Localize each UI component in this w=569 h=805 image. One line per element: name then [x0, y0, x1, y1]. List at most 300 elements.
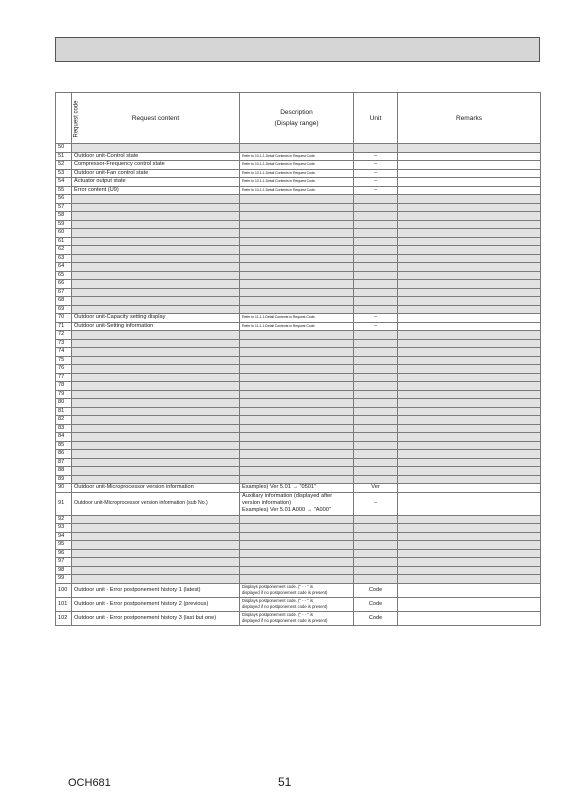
row-content: Outdoor unit - Error postponement history 3 (last but one): [72, 611, 240, 625]
table-row: [56, 450, 541, 459]
row-unit: [354, 356, 398, 365]
table-row: [56, 433, 541, 442]
row-content: [72, 212, 240, 221]
row-content: [72, 288, 240, 297]
row-content: Outdoor unit - Error postponement history 2 (previous): [72, 597, 240, 611]
row-unit: [354, 475, 398, 484]
table-header-row: [56, 93, 541, 144]
row-content: [72, 373, 240, 382]
row-description: [240, 458, 354, 467]
row-unit: –: [354, 152, 398, 161]
table-row: [56, 297, 541, 306]
row-code: 72: [56, 331, 72, 340]
row-code: 76: [56, 365, 72, 374]
row-description: [240, 195, 354, 204]
row-content: [72, 524, 240, 533]
row-content: [72, 254, 240, 263]
row-remarks: [398, 203, 541, 212]
table-row: [56, 365, 541, 374]
row-code: 74: [56, 348, 72, 357]
row-unit: [354, 246, 398, 255]
row-content: [72, 237, 240, 246]
row-unit: [354, 203, 398, 212]
row-description: [240, 237, 354, 246]
header-description: Description (Display range): [240, 93, 354, 144]
row-content: [72, 220, 240, 229]
row-description: [240, 246, 354, 255]
row-code: 102: [56, 611, 72, 625]
row-remarks: [398, 339, 541, 348]
row-code: 93: [56, 524, 72, 533]
row-remarks: [398, 373, 541, 382]
row-remarks: [398, 322, 541, 331]
row-description: [240, 407, 354, 416]
row-unit: [354, 297, 398, 306]
row-description: [240, 399, 354, 408]
row-content: [72, 390, 240, 399]
row-description: [240, 254, 354, 263]
row-remarks: [398, 288, 541, 297]
row-remarks: [398, 220, 541, 229]
row-content: [72, 246, 240, 255]
row-content: [72, 532, 240, 541]
row-remarks: [398, 399, 541, 408]
row-remarks: [398, 254, 541, 263]
row-code: 63: [56, 254, 72, 263]
row-description: Auxiliary information (displayed after version information) Examples) Ver 5.01 A000 → "A000": [240, 492, 354, 515]
row-code: 90: [56, 484, 72, 493]
row-unit: [354, 399, 398, 408]
row-description: [240, 263, 354, 272]
row-content: [72, 297, 240, 306]
table-row: [56, 515, 541, 524]
row-code: 99: [56, 575, 72, 584]
row-remarks: [398, 331, 541, 340]
row-remarks: [398, 229, 541, 238]
row-unit: –: [354, 186, 398, 195]
row-unit: –: [354, 161, 398, 170]
row-code: 68: [56, 297, 72, 306]
row-code: 83: [56, 424, 72, 433]
row-remarks: [398, 549, 541, 558]
row-content: [72, 515, 240, 524]
row-code: 65: [56, 271, 72, 280]
row-code: 61: [56, 237, 72, 246]
row-content: Outdoor unit-Control state: [72, 152, 240, 161]
table-row: [56, 314, 541, 323]
row-description: [240, 271, 354, 280]
row-remarks: [398, 433, 541, 442]
row-content: Actuator output state: [72, 178, 240, 187]
model-number: OCH681: [68, 777, 111, 789]
row-remarks: [398, 365, 541, 374]
row-content: [72, 263, 240, 272]
row-description: [240, 566, 354, 575]
row-remarks: [398, 475, 541, 484]
row-remarks: [398, 178, 541, 187]
row-remarks: [398, 484, 541, 493]
table-row: [56, 195, 541, 204]
table-row: [56, 203, 541, 212]
row-remarks: [398, 212, 541, 221]
table-row: [56, 152, 541, 161]
row-code: 55: [56, 186, 72, 195]
table-row: [56, 322, 541, 331]
row-code: 87: [56, 458, 72, 467]
table-row: [56, 532, 541, 541]
row-description: Refer to 10-1-1.Detail Contents in Request Code.: [240, 161, 354, 170]
row-remarks: [398, 566, 541, 575]
row-content: [72, 339, 240, 348]
table-row: [56, 229, 541, 238]
row-remarks: [398, 458, 541, 467]
row-unit: [354, 144, 398, 153]
row-unit: [354, 424, 398, 433]
row-description: Refer to 10-1-1.Detail Contents in Request Code.: [240, 169, 354, 178]
row-content: Outdoor unit-Microprocessor version information: [72, 484, 240, 493]
row-remarks: [398, 611, 541, 625]
header-unit: Unit: [354, 93, 398, 144]
row-code: 96: [56, 549, 72, 558]
header-request-code: Request code: [56, 93, 72, 144]
row-code: 70: [56, 314, 72, 323]
row-remarks: [398, 356, 541, 365]
row-remarks: [398, 515, 541, 524]
row-content: Outdoor unit-Microprocessor version information (sub No.): [72, 492, 240, 515]
row-content: Error content (U9): [72, 186, 240, 195]
table-row: [56, 597, 541, 611]
row-code: 66: [56, 280, 72, 289]
row-content: [72, 348, 240, 357]
row-remarks: [398, 390, 541, 399]
row-unit: [354, 416, 398, 425]
table-row: [56, 575, 541, 584]
row-unit: [354, 433, 398, 442]
row-description: [240, 229, 354, 238]
row-code: 62: [56, 246, 72, 255]
row-unit: [354, 339, 398, 348]
row-description: [240, 348, 354, 357]
row-description: [240, 541, 354, 550]
table-row: [56, 399, 541, 408]
row-description: [240, 365, 354, 374]
row-content: [72, 441, 240, 450]
table-row-90: [56, 484, 541, 493]
table-row: [56, 263, 541, 272]
table-row: [56, 169, 541, 178]
row-code: 86: [56, 450, 72, 459]
row-code: 101: [56, 597, 72, 611]
row-unit: [354, 390, 398, 399]
row-description: Displays postponement code. (" - - " is displayed if no postponement code is present): [240, 583, 354, 597]
table-row: [56, 144, 541, 153]
table-row: [56, 331, 541, 340]
row-content: Compressor-Frequency control state: [72, 161, 240, 170]
row-unit: [354, 229, 398, 238]
row-content: [72, 450, 240, 459]
row-remarks: [398, 467, 541, 476]
row-description: [240, 450, 354, 459]
row-description: Refer to 10-1-1.Detail Contents in Request Code.: [240, 152, 354, 161]
row-remarks: [398, 169, 541, 178]
header-band: [55, 37, 540, 62]
row-unit: [354, 373, 398, 382]
row-code: 100: [56, 583, 72, 597]
table-row: [56, 246, 541, 255]
table-row: [56, 280, 541, 289]
table-row: [56, 220, 541, 229]
row-remarks: [398, 583, 541, 597]
row-code: 58: [56, 212, 72, 221]
row-description: Displays postponement code. (" - - " is displayed if no postponement code is present): [240, 611, 354, 625]
row-remarks: [398, 280, 541, 289]
row-remarks: [398, 558, 541, 567]
row-content: [72, 305, 240, 314]
row-remarks: [398, 424, 541, 433]
row-unit: –: [354, 322, 398, 331]
table-row: [56, 339, 541, 348]
table-row: [56, 566, 541, 575]
request-code-table: [55, 92, 541, 626]
table-row: [56, 475, 541, 484]
row-content: [72, 229, 240, 238]
row-description: [240, 558, 354, 567]
table-row: [56, 288, 541, 297]
row-code: 82: [56, 416, 72, 425]
table-row: [56, 467, 541, 476]
row-code: 64: [56, 263, 72, 272]
row-content: [72, 195, 240, 204]
row-code: 94: [56, 532, 72, 541]
row-unit: Code: [354, 583, 398, 597]
table-body: [56, 144, 541, 516]
row-description: [240, 212, 354, 221]
row-unit: Ver: [354, 484, 398, 493]
row-description: [240, 203, 354, 212]
row-code: 91: [56, 492, 72, 515]
row-content: [72, 407, 240, 416]
row-description: Refer to 11-1-1.Detail Contents in Request Code.: [240, 322, 354, 331]
row-content: [72, 541, 240, 550]
row-remarks: [398, 597, 541, 611]
table-body-lower: [56, 515, 541, 583]
row-code: 56: [56, 195, 72, 204]
row-code: 52: [56, 161, 72, 170]
table-row: [56, 549, 541, 558]
row-code: 53: [56, 169, 72, 178]
row-code: 92: [56, 515, 72, 524]
row-unit: [354, 549, 398, 558]
table-row: [56, 583, 541, 597]
row-code: 59: [56, 220, 72, 229]
row-content: [72, 424, 240, 433]
row-content: [72, 549, 240, 558]
row-code: 97: [56, 558, 72, 567]
row-code: 79: [56, 390, 72, 399]
row-unit: [354, 237, 398, 246]
row-content: [72, 416, 240, 425]
row-remarks: [398, 297, 541, 306]
row-code: 80: [56, 399, 72, 408]
row-code: 54: [56, 178, 72, 187]
table-row: [56, 416, 541, 425]
table-body-history: [56, 583, 541, 625]
row-unit: [354, 271, 398, 280]
row-code: 84: [56, 433, 72, 442]
row-remarks: [398, 524, 541, 533]
row-code: 71: [56, 322, 72, 331]
row-remarks: [398, 416, 541, 425]
row-unit: [354, 558, 398, 567]
table-row: [56, 212, 541, 221]
header-request-content: Request content: [72, 93, 240, 144]
page-number: 51: [278, 775, 292, 789]
row-unit: [354, 305, 398, 314]
table-row: [56, 186, 541, 195]
row-code: 98: [56, 566, 72, 575]
row-description: [240, 433, 354, 442]
row-unit: [354, 220, 398, 229]
row-remarks: [398, 144, 541, 153]
row-unit: [354, 365, 398, 374]
row-description: Displays postponement code. (" - - " is displayed if no postponement code is present): [240, 597, 354, 611]
table-row: [56, 541, 541, 550]
row-description: [240, 382, 354, 391]
table-row: [56, 305, 541, 314]
row-description: [240, 297, 354, 306]
table-row: [56, 524, 541, 533]
row-unit: Code: [354, 597, 398, 611]
row-description: [240, 220, 354, 229]
row-remarks: [398, 195, 541, 204]
row-unit: [354, 407, 398, 416]
row-description: [240, 475, 354, 484]
row-content: [72, 575, 240, 584]
row-unit: [354, 195, 398, 204]
row-description: [240, 280, 354, 289]
row-description: Refer to 11-1-1.Detail Contents in Request Code.: [240, 314, 354, 323]
row-remarks: [398, 382, 541, 391]
row-description: [240, 339, 354, 348]
row-content: Outdoor unit - Error postponement history 1 (latest): [72, 583, 240, 597]
row-remarks: [398, 263, 541, 272]
row-unit: [354, 382, 398, 391]
row-unit: [354, 254, 398, 263]
table-row: [56, 373, 541, 382]
row-remarks: [398, 441, 541, 450]
row-remarks: [398, 541, 541, 550]
row-code: 78: [56, 382, 72, 391]
row-description: [240, 288, 354, 297]
table-row: [56, 178, 541, 187]
table-row: [56, 254, 541, 263]
row-code: 51: [56, 152, 72, 161]
table-row: [56, 558, 541, 567]
row-code: 73: [56, 339, 72, 348]
row-code: 89: [56, 475, 72, 484]
row-code: 95: [56, 541, 72, 550]
row-code: 67: [56, 288, 72, 297]
row-unit: [354, 575, 398, 584]
row-remarks: [398, 246, 541, 255]
row-description: [240, 416, 354, 425]
row-description: [240, 515, 354, 524]
row-content: [72, 144, 240, 153]
table-row: [56, 407, 541, 416]
row-description: Examples) Ver 5.01 → "0501": [240, 484, 354, 493]
row-unit: –: [354, 492, 398, 515]
row-unit: [354, 566, 398, 575]
row-content: Outdoor unit-Fan control state: [72, 169, 240, 178]
row-content: Outdoor unit-Setting information: [72, 322, 240, 331]
row-remarks: [398, 450, 541, 459]
row-code: 60: [56, 229, 72, 238]
row-description: [240, 467, 354, 476]
row-description: [240, 305, 354, 314]
table-row: [56, 356, 541, 365]
row-description: [240, 549, 354, 558]
row-unit: [354, 541, 398, 550]
row-unit: [354, 263, 398, 272]
row-content: [72, 399, 240, 408]
row-unit: [354, 212, 398, 221]
row-code: 77: [56, 373, 72, 382]
row-unit: [354, 331, 398, 340]
row-remarks: [398, 348, 541, 357]
table-row: [56, 424, 541, 433]
row-content: [72, 280, 240, 289]
row-content: [72, 566, 240, 575]
row-remarks: [398, 575, 541, 584]
row-code: 75: [56, 356, 72, 365]
row-content: [72, 433, 240, 442]
row-description: Refer to 10-1-1.Detail Contents in Request Code.: [240, 186, 354, 195]
table-row: [56, 348, 541, 357]
row-unit: [354, 515, 398, 524]
row-unit: [354, 280, 398, 289]
row-remarks: [398, 237, 541, 246]
row-content: [72, 382, 240, 391]
row-description: [240, 144, 354, 153]
table-row: [56, 390, 541, 399]
row-unit: [354, 288, 398, 297]
table-row: [56, 271, 541, 280]
row-remarks: [398, 305, 541, 314]
row-unit: [354, 467, 398, 476]
row-remarks: [398, 407, 541, 416]
row-description: [240, 424, 354, 433]
row-description: [240, 532, 354, 541]
row-unit: [354, 532, 398, 541]
table-row: [56, 441, 541, 450]
row-description: [240, 575, 354, 584]
row-content: [72, 331, 240, 340]
row-description: [240, 441, 354, 450]
row-description: [240, 524, 354, 533]
row-content: [72, 365, 240, 374]
row-unit: [354, 348, 398, 357]
table-row: [56, 161, 541, 170]
row-code: 81: [56, 407, 72, 416]
row-description: [240, 331, 354, 340]
header-remarks: Remarks: [398, 93, 541, 144]
row-unit: –: [354, 169, 398, 178]
row-content: [72, 203, 240, 212]
row-code: 85: [56, 441, 72, 450]
row-content: [72, 467, 240, 476]
row-unit: [354, 524, 398, 533]
table-row: [56, 382, 541, 391]
